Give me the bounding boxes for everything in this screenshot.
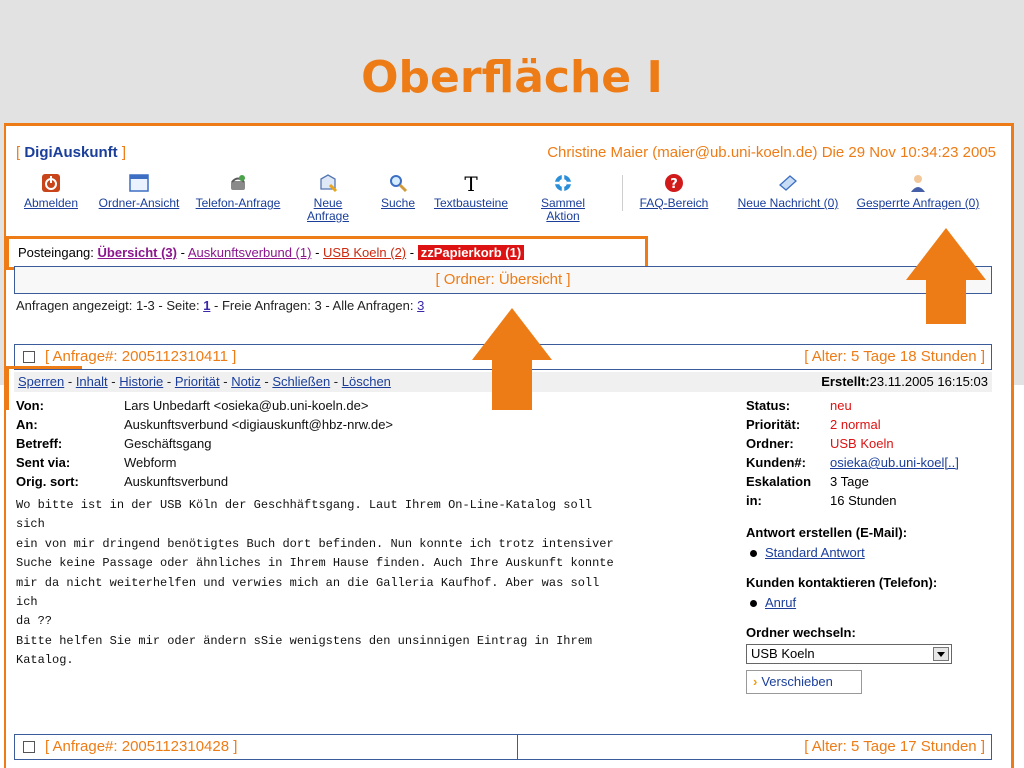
- created-label: Erstellt:: [821, 374, 870, 389]
- folder-select-value: USB Koeln: [751, 646, 815, 661]
- page-link[interactable]: 1: [203, 298, 211, 313]
- arrow-shaft: [492, 360, 532, 410]
- meta-orig-sort: [16, 474, 736, 493]
- request-checkbox[interactable]: [23, 741, 35, 753]
- search-link[interactable]: Suche: [380, 196, 416, 210]
- escalation-value: 3 Tage: [830, 474, 869, 489]
- reply-title: Antwort erstellen (E-Mail):: [746, 525, 908, 540]
- folder-title: [ Ordner: Übersicht ]: [14, 266, 992, 294]
- request-age: [ Alter: 5 Tage 18 Stunden ]: [804, 348, 985, 365]
- escalation-in-value: 16 Stunden: [830, 493, 897, 508]
- faq-link[interactable]: FAQ-Bereich: [639, 196, 709, 210]
- toolbar-bulk-action[interactable]: [532, 173, 594, 223]
- move-title: Ordner wechseln:: [746, 625, 856, 640]
- power-icon: [41, 173, 61, 193]
- folder-value: USB Koeln: [830, 436, 894, 451]
- window-icon: [126, 173, 152, 193]
- inbox-label: Posteingang:: [18, 245, 94, 260]
- call-link[interactable]: Anruf: [765, 595, 797, 610]
- request-age: [ Alter: 5 Tage 17 Stunden ]: [804, 738, 985, 755]
- escalation-row: [746, 474, 996, 493]
- escalation-in-row: [746, 493, 996, 512]
- meta-subject: [16, 436, 736, 455]
- request-id: [ Anfrage#: 2005112310411 ]: [45, 348, 237, 365]
- toolbar-text-blocks[interactable]: [424, 173, 518, 210]
- annotation-arrow-up: [906, 228, 986, 324]
- meta-value: Auskunftsverbund <digiauskunft@hbz-nrw.de>: [124, 417, 394, 432]
- svg-text:?: ?: [670, 177, 678, 192]
- contact-item: [746, 594, 996, 612]
- svg-text:T: T: [464, 173, 478, 193]
- help-icon: [664, 173, 684, 193]
- side-key: Status:: [746, 398, 791, 413]
- bulk-action-link[interactable]: Sammel Aktion: [540, 196, 585, 223]
- meta-key: Betreff:: [16, 436, 63, 451]
- new-request-icon: [318, 173, 338, 193]
- phone-request-link[interactable]: Telefon-Anfrage: [195, 196, 281, 210]
- user-info: Christine Maier (maier@ub.uni-koeln.de) Die 29 Nov 10:34:23 2005: [547, 144, 996, 161]
- standard-reply-link[interactable]: Standard Antwort: [765, 545, 865, 560]
- reply-item: [746, 544, 996, 562]
- priority-value: 2 normal: [830, 417, 881, 432]
- status-value: neu: [830, 398, 852, 413]
- delete-link[interactable]: Löschen: [341, 374, 391, 389]
- arrow-head: [906, 228, 986, 280]
- side-key: Priorität:: [746, 417, 801, 432]
- content-link[interactable]: Inhalt: [75, 374, 108, 389]
- toolbar-locked-requests[interactable]: [854, 173, 982, 210]
- phone-icon: [228, 173, 248, 193]
- request-checkbox[interactable]: [23, 351, 35, 363]
- toolbar-search[interactable]: [376, 173, 420, 210]
- inbox-tab-trash[interactable]: zzPapierkorb (1): [418, 245, 524, 260]
- meta-key: An:: [16, 417, 38, 432]
- customer-link[interactable]: osieka@ub.uni-koel[..]: [830, 455, 959, 470]
- header-divider: [517, 735, 518, 759]
- meta-sent-via: [16, 455, 736, 474]
- brand: [16, 144, 126, 161]
- brand-bracket: ]: [117, 144, 127, 161]
- move-button[interactable]: [746, 670, 862, 694]
- meta-key: Sent via:: [16, 455, 71, 470]
- meta-value: Webform: [124, 455, 177, 470]
- text-icon: [461, 173, 481, 193]
- folder-view-link[interactable]: Ordner-Ansicht: [98, 196, 180, 210]
- priority-link[interactable]: Priorität: [174, 374, 220, 389]
- folder-row: [746, 436, 996, 455]
- note-link[interactable]: Notiz: [231, 374, 261, 389]
- side-key: Ordner:: [746, 436, 794, 451]
- meta-to: [16, 417, 736, 436]
- annotation-arrow-up: [472, 308, 552, 410]
- status-row: [746, 398, 996, 417]
- app-screenshot: [4, 123, 1014, 768]
- history-link[interactable]: Historie: [119, 374, 164, 389]
- bullet-icon: [750, 600, 757, 607]
- toolbar-new-message[interactable]: [728, 173, 848, 210]
- toolbar-new-request[interactable]: [304, 173, 352, 223]
- inbox-tab-overview[interactable]: Übersicht (3): [97, 245, 177, 260]
- brand-name: DigiAuskunft: [24, 144, 118, 161]
- meta-value: Auskunftsverbund: [124, 474, 229, 489]
- toolbar-faq[interactable]: [632, 173, 716, 210]
- meta-key: Orig. sort:: [16, 474, 79, 489]
- side-key: Kunden#:: [746, 455, 806, 470]
- meta-value: Geschäftsgang: [124, 436, 212, 451]
- message-icon: [778, 173, 798, 193]
- contact-title: Kunden kontaktieren (Telefon):: [746, 575, 938, 590]
- message-body: Wo bitte ist in der USB Köln der Geschhäftsgang. Laut Ihrem On-Line-Katalog soll sich ein von mir dringend benötigtes Buch dort befinden. Nun konnte ich trotz intensiver Suche keine Passage oder ähnliches in Ihrem Hause finden. Auch Ihre Auskunft konnte mir da nicht weiterhelfen und verwies mich an die Galleria Kaufhof. Aber was soll ich da ?? Bitte helfen Sie mir oder ändern sSie wenigstens den unsinnigen Eintrag in Ihrem Katalog.: [16, 498, 614, 668]
- slide-title: Oberfläche I: [361, 52, 663, 103]
- sperren-highlight-frame: [6, 366, 82, 410]
- meta-key: Von:: [16, 398, 44, 413]
- app-header: [16, 144, 996, 164]
- locked-requests-link[interactable]: Gesperrte Anfragen (0): [856, 196, 980, 210]
- text-blocks-link[interactable]: Textbausteine: [433, 196, 509, 210]
- meta-value: Lars Unbedarft <osieka@ub.uni-koeln.de>: [124, 398, 369, 413]
- count-prefix: Anfragen angezeigt: 1-3 - Seite:: [16, 298, 200, 313]
- inbox-highlight-frame: [6, 236, 648, 270]
- new-request-link[interactable]: Neue Anfrage: [306, 196, 350, 223]
- side-key: in:: [746, 493, 762, 508]
- meta-from: [16, 398, 736, 417]
- created-value: 23.11.2005 16:15:03: [869, 374, 988, 389]
- inbox-separator: -: [180, 245, 185, 260]
- customer-row: [746, 455, 996, 474]
- lock-link[interactable]: Sperren: [18, 374, 65, 389]
- toolbar-logout[interactable]: [16, 173, 86, 210]
- arrow-head: [472, 308, 552, 360]
- lifebuoy-icon: [553, 173, 573, 193]
- toolbar-separator: [622, 175, 623, 211]
- chevron-right-icon: ›: [753, 674, 758, 689]
- close-link[interactable]: Schließen: [272, 374, 331, 389]
- brand-bracket: [: [16, 144, 25, 161]
- bullet-icon: [750, 550, 757, 557]
- inbox-separator: -: [315, 245, 320, 260]
- toolbar-phone-request[interactable]: [190, 173, 286, 210]
- inbox-separator: -: [409, 245, 415, 260]
- folder-select[interactable]: [746, 644, 952, 664]
- side-key: Eskalation: [746, 474, 812, 489]
- message-meta: [16, 398, 736, 493]
- all-requests-link[interactable]: 3: [417, 298, 425, 313]
- request-header: [14, 734, 992, 760]
- inbox-tab-auskunftsverbund[interactable]: Auskunftsverbund (1): [187, 245, 312, 260]
- user-lock-icon: [908, 173, 928, 193]
- toolbar: [14, 173, 1006, 237]
- chevron-down-icon[interactable]: [933, 647, 949, 661]
- request-id: [ Anfrage#: 2005112310428 ]: [45, 738, 238, 755]
- search-icon: [388, 173, 408, 193]
- inbox-tab-usb-koeln[interactable]: USB Koeln (2): [323, 245, 407, 260]
- request-sidebar: [746, 398, 996, 694]
- move-button-label: Verschieben: [761, 674, 833, 689]
- toolbar-folder-view[interactable]: [92, 173, 186, 210]
- action-links: Sperren - Inhalt - Historie - Priorität - Notiz - Schließen - Löschen: [18, 374, 391, 389]
- created-info: [821, 374, 988, 389]
- priority-row: [746, 417, 996, 436]
- new-message-link[interactable]: Neue Nachricht (0): [737, 196, 839, 210]
- arrow-shaft: [926, 280, 966, 324]
- logout-link[interactable]: Abmelden: [23, 196, 79, 210]
- count-middle: - Freie Anfragen: 3 - Alle Anfragen:: [214, 298, 414, 313]
